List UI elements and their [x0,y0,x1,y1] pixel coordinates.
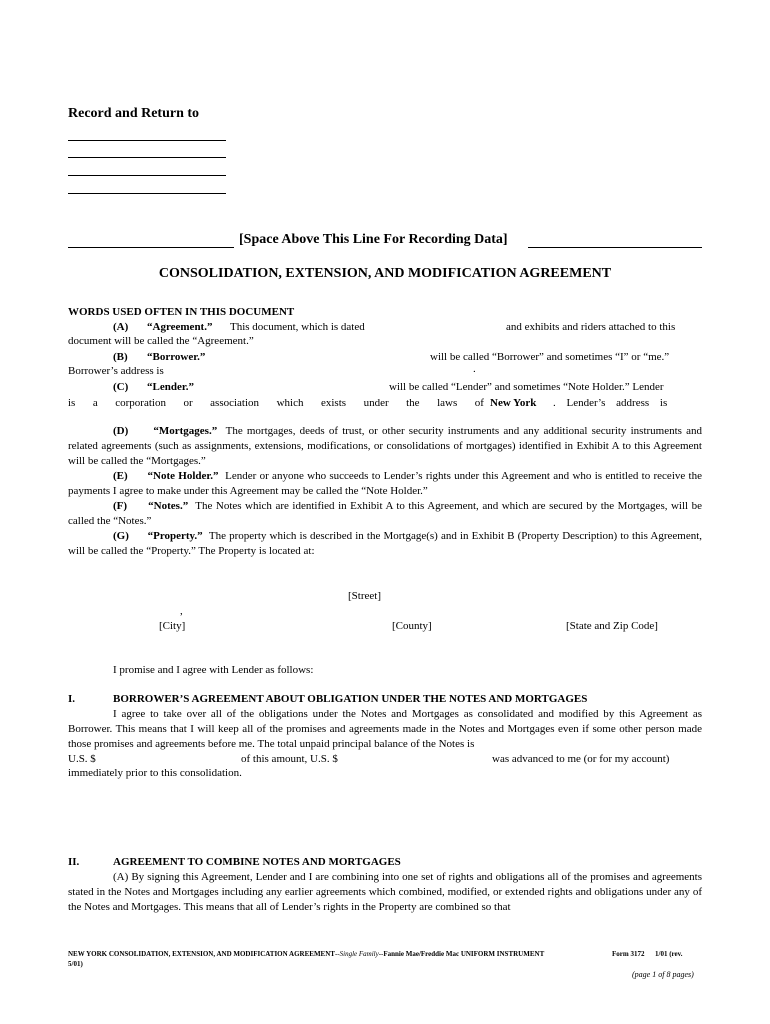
def-c-word: is [68,397,76,409]
recording-line-right [528,247,702,248]
section-1-of-amount: of this amount, U.S. $ [241,753,338,765]
def-a-label: (A) [113,321,129,333]
street-label: [Street] [348,590,381,602]
def-c-word: a [92,397,98,409]
section-1-number: I. [68,693,76,705]
def-c-word: association [210,397,260,409]
def-c-text2: will be called “Lender” and sometimes “Note Holder.” Lender [389,381,664,393]
def-c-label: (C) [113,381,129,393]
footer-rev-2: 5/01) [68,960,83,968]
footer-fannie: Fannie Mae/Freddie Mac UNIFORM INSTRUMENT [383,950,545,958]
def-g-text: The property which is described in the Mortgage(s) and in Exhibit B (Property Description) to this Agreement, will be called the “Property.” The Property is located at: [68,530,703,557]
def-c-word: corporation [115,397,166,409]
footer-dash-2: -- [378,950,384,958]
def-c-word: exists [320,397,347,409]
def-d-label: (D) [113,425,129,437]
def-b-dot: . [473,363,476,375]
def-f-label: (F) [113,500,128,512]
def-c-term: “Lender.” [147,381,194,393]
def-g-term: “Property.” [147,530,203,542]
def-c-word: laws [437,397,458,409]
def-f-term: “Notes.” [148,500,189,512]
promise-text: I promise and I agree with Lender as follows: [113,664,314,676]
recording-line-left [68,247,234,248]
def-e-paragraph [68,469,702,499]
section-2-text: (A) By signing this Agreement, Lender and I are combining into one set of rights and obligations all of the promises and agreements stated in the Notes and Mortgages including any earlier agreements which combined, modified, or extended rights and obligations under any of the Notes and Mortgages. This means that all of Lender’s rights in the Property are combined so that [68,871,702,913]
def-a-text2: and exhibits and riders attached to this [506,321,676,333]
def-e-label: (E) [113,470,128,482]
return-address-line-1[interactable] [68,140,226,141]
space-above-label: [Space Above This Line For Recording Data] [239,232,508,247]
def-d-paragraph [68,424,702,469]
def-c-word: or [183,397,193,409]
section-1-us1: U.S. $ [68,753,96,765]
footer-form-number: Form 3172 [612,950,645,958]
def-a-term: “Agreement.” [147,321,213,333]
def-b-cont: Borrower’s address is [68,365,164,377]
def-a-text1: This document, which is dated [230,321,365,333]
def-d-text: The mortgages, deeds of trust, or other security instruments and any additional security instruments and related agreements (such as assignments, extensions, modifications, or consolidations of mortgages) identified in Exhibit A to this Agreement will be called the “Mortgages.” [68,425,703,467]
def-b-term: “Borrower.” [147,351,206,363]
return-address-line-3[interactable] [68,175,226,176]
footer-rev: 1/01 (rev. [655,950,683,958]
def-d-term: “Mortgages.” [153,425,218,437]
footer-form-line [68,950,544,959]
section-1-advanced: was advanced to me (or for my account) [492,753,670,765]
city-label: [City] [159,620,186,632]
def-c-word: which [276,397,304,409]
section-1-immediately: immediately prior to this consolidation. [68,767,242,779]
def-f-text: The Notes which are identified in Exhibit A to this Agreement, and which are secured by the Mortgages, will be called the “Notes.” [68,500,703,527]
def-c-cont-line [68,396,484,410]
document-title: CONSOLIDATION, EXTENSION, AND MODIFICATION AGREEMENT [158,266,612,281]
return-address-line-2[interactable] [68,157,226,158]
record-return-label: Record and Return to [68,106,200,121]
def-g-label: (G) [113,530,129,542]
section-1-paragraph [68,707,702,752]
def-e-term: “Note Holder.” [147,470,219,482]
section-1-text: I agree to take over all of the obligations under the Notes and Mortgages as consolidated and modified by this Agreement as Borrower. This means that I will keep all of the promises and agreements made in the Notes and Mortgages even if some other person made those promises and agreements before me. The total unpaid principal balance of the Notes is [68,708,702,750]
def-e-text: Lender or anyone who succeeds to Lender’s rights under this Agreement and who is entitled to receive the payments I agree to make under this Agreement may be called the “Note Holder.” [68,470,702,497]
def-c-state: New York [490,397,537,409]
footer-page-number: (page 1 of 8 pages) [632,970,694,979]
state-zip-label: [State and Zip Code] [566,620,658,632]
def-c-word: under [363,397,389,409]
def-c-cont-end: . Lender’s address is [553,397,668,409]
return-address-line-4[interactable] [68,193,226,194]
section-2-heading: AGREEMENT TO COMBINE NOTES AND MORTGAGES [113,856,401,868]
footer-form-name: NEW YORK CONSOLIDATION, EXTENSION, AND MODIFICATION AGREEMENT [68,950,335,958]
def-c-cont-end-line [553,396,702,410]
county-label: [County] [392,620,432,632]
footer-single-family: Single Family [339,950,379,958]
def-b-label: (B) [113,351,128,363]
section-1-heading: BORROWER’S AGREEMENT ABOUT OBLIGATION UNDER THE NOTES AND MORTGAGES [113,693,588,705]
def-b-text2: will be called “Borrower” and sometimes “I” or “me.” [430,351,670,363]
words-heading: WORDS USED OFTEN IN THIS DOCUMENT [68,306,295,318]
def-g-paragraph [68,529,702,559]
def-a-cont: document will be called the “Agreement.” [68,335,254,347]
city-comma: , [180,605,183,617]
def-c-word: the [406,397,420,409]
section-2-number: II. [68,856,80,868]
def-f-paragraph [68,499,702,529]
def-c-word: of [474,397,484,409]
footer-dash-1: -- [334,950,340,958]
section-2-paragraph [68,870,702,915]
